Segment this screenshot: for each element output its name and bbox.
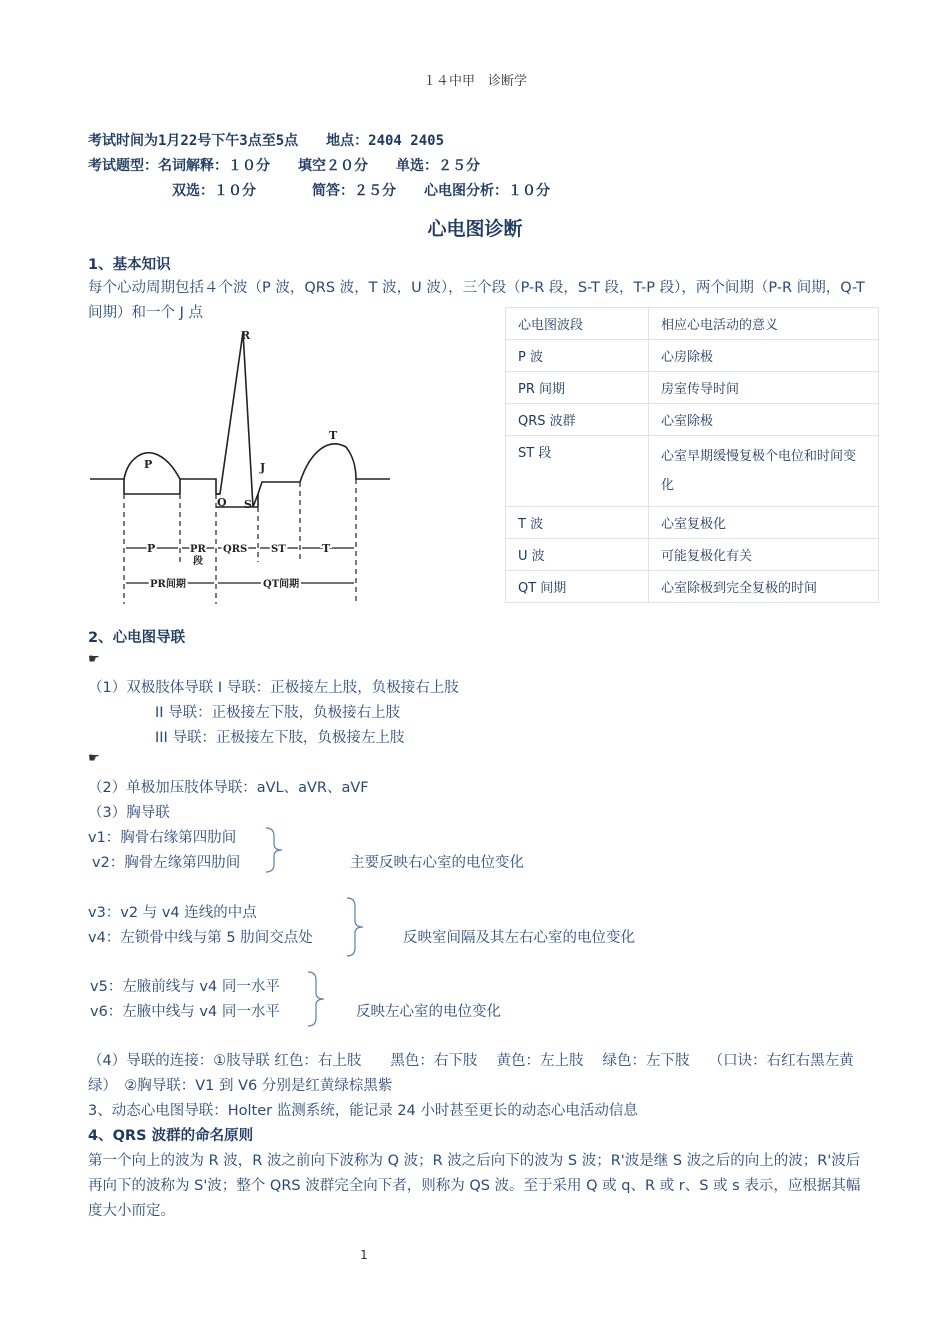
holter-text: 3、动态心电图导联：Holter 监测系统，能记录 24 小时甚至更长的动态心电活动信息 xyxy=(88,1103,638,1119)
section-heading-basic: 1、基本知识 xyxy=(88,257,171,273)
lead-v1-text: v1：胸骨右缘第四肋间 xyxy=(88,830,237,846)
table-header-cell: 相应心电活动的意义 xyxy=(649,308,879,340)
table-row xyxy=(506,539,879,571)
table-cell: PR 间期 xyxy=(506,372,649,404)
label-Q: Q xyxy=(217,496,227,509)
table-row xyxy=(506,340,879,372)
ecg-wave-table xyxy=(505,307,879,603)
table-row xyxy=(506,372,879,404)
exam-time-line: 考试时间为1月22号下午3点至5点 地点：2404 2405 xyxy=(88,133,445,149)
table-cell: P 波 xyxy=(506,340,649,372)
table-cell: 房室传导时间 xyxy=(649,372,879,404)
seg-label-QRS: QRS xyxy=(223,544,248,555)
table-row xyxy=(506,571,879,603)
section-heading-leads: 2、心电图导联 xyxy=(88,630,186,646)
exam-type-line-2: 双选：１０分 简答：２５分 心电图分析：１０分 xyxy=(172,183,550,199)
label-P: P xyxy=(144,458,153,471)
table-cell: 心室除极 xyxy=(649,404,879,436)
brace-icon xyxy=(262,826,286,874)
label-R: R xyxy=(241,329,251,342)
exam-type-line: 考试题型：名词解释：１０分 填空２０分 单选：２５分 xyxy=(88,158,480,174)
table-header-row xyxy=(506,308,879,340)
page-number: 1 xyxy=(360,1248,368,1262)
section-heading-qrs: 4、QRS 波群的命名原则 xyxy=(88,1128,254,1144)
basic-knowledge-paragraph: 每个心动周期包括４个波（P 波，QRS 波，T 波，U 波），三个段（P-R 段，S-T 段，T-P 段），两个间期（P-R 间期，Q-T 间期）和一个 J 点 xyxy=(88,280,865,321)
lead-connection-text: （4）导联的连接：①肢导联 红色：右上肢 黑色：右下肢 黄色：左上肢 绿色：左下肢 （口诀：右红右黑左黄绿） ②胸导联：V1 到 V6 分别是红黄绿棕黑紫 xyxy=(88,1053,854,1094)
augmented-leads-text: （2）单极加压肢体导联：aVL、aVR、aVF xyxy=(88,780,369,796)
interval-label-QT: QT间期 xyxy=(263,579,300,590)
seg-label-PR-2: 段 xyxy=(193,556,203,567)
seg-label-ST: ST xyxy=(271,544,286,555)
page-title: 心电图诊断 xyxy=(427,218,523,240)
table-cell: T 波 xyxy=(506,507,649,539)
hand-pointer-icon: ☛ xyxy=(88,652,100,667)
lead-II-text: II 导联：正极接左下肢，负极接右上肢 xyxy=(155,705,401,721)
seg-label-T: T xyxy=(322,542,331,555)
page-header: １４中甲 诊断学 xyxy=(422,74,527,89)
lead-v6-text: v6：左腋中线与 v4 同一水平 xyxy=(90,1004,280,1020)
table-header-cell: 心电图波段 xyxy=(506,308,649,340)
table-cell: 可能复极化有关 xyxy=(649,539,879,571)
brace-icon xyxy=(304,970,328,1028)
table-row xyxy=(506,404,879,436)
table-row xyxy=(506,436,879,507)
label-S: S xyxy=(244,498,252,511)
chest-leads-heading: （3）胸导联 xyxy=(88,805,170,821)
lead-v3-text: v3：v2 与 v4 连线的中点 xyxy=(88,905,257,921)
ecg-waveform-diagram xyxy=(88,322,408,607)
brace-icon xyxy=(343,896,367,958)
seg-label-P: P xyxy=(147,542,156,555)
label-J: J xyxy=(260,461,266,474)
hand-pointer-icon: ☛ xyxy=(88,751,100,766)
lead-v4-text: v4：左锁骨中线与第 5 肋间交点处 xyxy=(88,930,313,946)
label-T: T xyxy=(329,429,338,442)
table-cell: ST 段 xyxy=(506,436,649,507)
table-cell: U 波 xyxy=(506,539,649,571)
table-cell: 心室复极化 xyxy=(649,507,879,539)
lead-I-text: （1）双极肢体导联 I 导联：正极接左上肢，负极接右上肢 xyxy=(88,680,459,696)
table-cell: 心室早期缓慢复极个电位和时间变化 xyxy=(649,436,879,507)
table-cell: 心室除极到完全复极的时间 xyxy=(649,571,879,603)
seg-label-PR: PR xyxy=(190,544,206,555)
lead-v2-text: v2：胸骨左缘第四肋间 xyxy=(92,855,241,871)
lead-v5-text: v5：左腋前线与 v4 同一水平 xyxy=(90,979,280,995)
table-cell: QT 间期 xyxy=(506,571,649,603)
qrs-naming-paragraph: 第一个向上的波为 R 波，R 波之前向下波称为 Q 波；R 波之后向下的波为 S 波；R'波是继 S 波之后的向上的波；R'波后再向下的波称为 S'波；整个 QRS 波群完全向下者，则称为 QS 波。至于采用 Q 或 q、R 或 r、S 或 s 表示，应根据其幅度大小而定。 xyxy=(88,1153,861,1219)
lead-III-text: III 导联：正极接左下肢，负极接左上肢 xyxy=(155,730,405,746)
v1-v2-meaning: 主要反映右心室的电位变化 xyxy=(350,855,524,871)
interval-label-PR: PR间期 xyxy=(150,579,186,590)
v3-v4-meaning: 反映室间隔及其左右心室的电位变化 xyxy=(403,930,635,946)
table-cell: 心房除极 xyxy=(649,340,879,372)
v5-v6-meaning: 反映左心室的电位变化 xyxy=(356,1004,501,1020)
table-cell: QRS 波群 xyxy=(506,404,649,436)
table-row xyxy=(506,507,879,539)
